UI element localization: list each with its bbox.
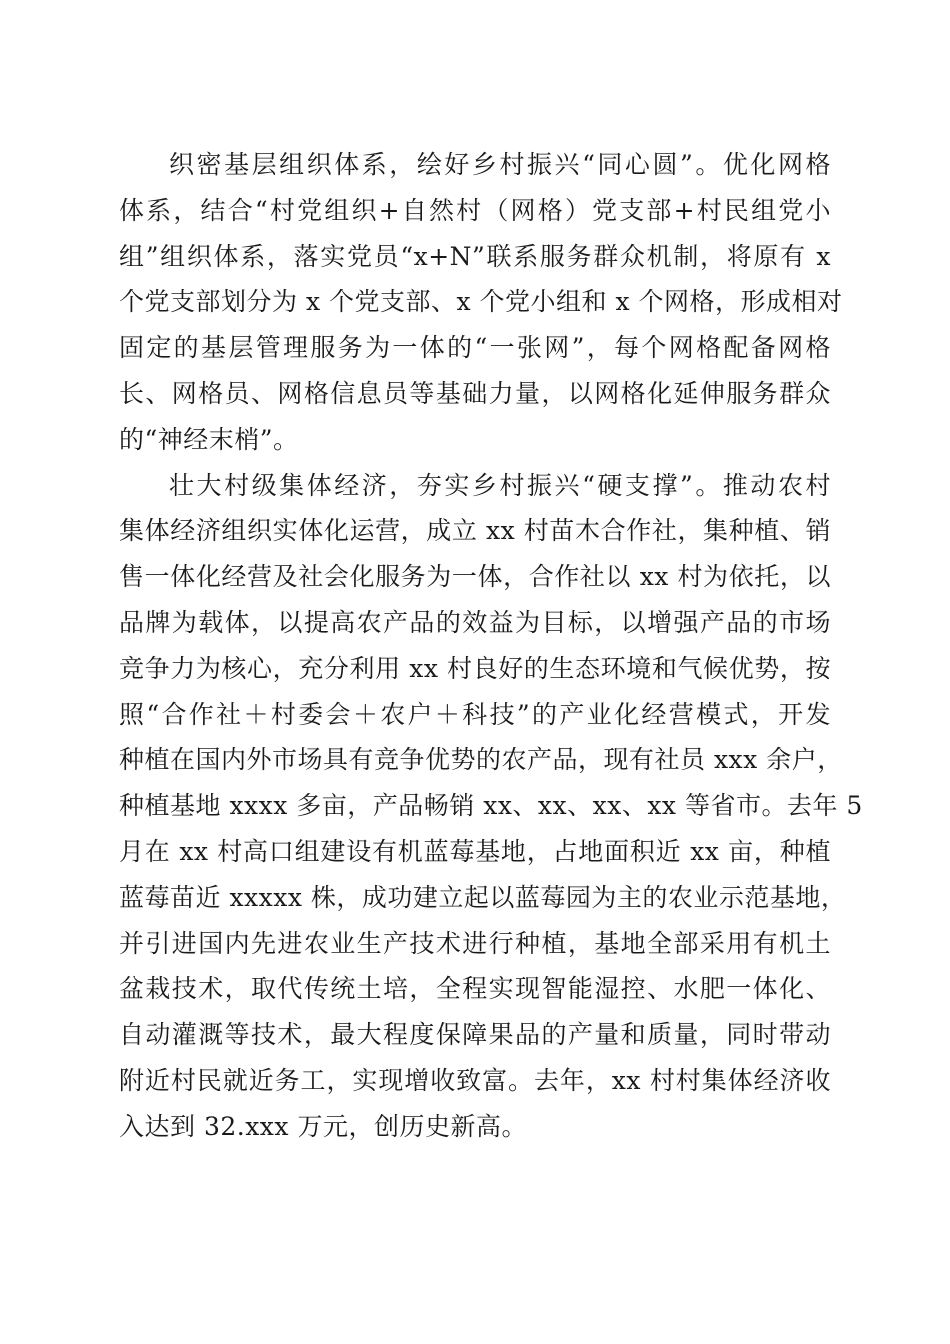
text-line: 种植在国内外市场具有竞争优势的农产品，现有社员 xxx 余户， — [119, 745, 843, 775]
text-line: 竞争力为核心，充分利用 xx 村良好的生态环境和气候优势，按 — [119, 653, 831, 683]
text-line: 壮大村级集体经济，夯实乡村振兴“硬支撑”。推动农村 — [169, 470, 831, 500]
text-line: 个党支部划分为 x 个党支部、x 个党小组和 x 个网格，形成相对 — [119, 287, 843, 317]
text-line: 长、网格员、网格信息员等基础力量，以网格化延伸服务群众 — [119, 378, 831, 408]
text-line: 盆栽技术，取代传统土培，全程实现智能湿控、水肥一体化、 — [119, 974, 831, 1004]
text-line: 固定的基层管理服务为一体的“一张网”，每个网格配备网格 — [119, 333, 831, 363]
text-line: 品牌为载体，以提高农产品的效益为目标，以增强产品的市场 — [119, 607, 831, 637]
text-line: 照“合作社＋村委会＋农户＋科技”的产业化经营模式，开发 — [119, 699, 831, 729]
paragraph-grid-system — [119, 142, 843, 463]
text-line: 织密基层组织体系，绘好乡村振兴“同心圆”。优化网格 — [169, 150, 831, 179]
text-line: 蓝莓苗近 xxxxx 株，成功建立起以蓝莓园为主的农业示范基地， — [119, 882, 847, 912]
text-line: 自动灌溉等技术，最大程度保障果品的产量和质量，同时带动 — [119, 1020, 831, 1050]
paragraph-collective-economy — [119, 463, 863, 1150]
text-line: 月在 xx 村高口组建设有机蓝莓基地，占地面积近 xx 亩，种植 — [119, 836, 831, 866]
text-line: 并引进国内先进农业生产技术进行种植，基地全部采用有机土 — [119, 928, 831, 958]
text-line: 的“神经末梢”。 — [119, 424, 299, 454]
text-line: 组”组织体系，落实党员“x+N”联系服务群众机制，将原有 x — [119, 241, 831, 271]
text-line: 体系，结合“村党组织+自然村（网格）党支部+村民组党小 — [119, 195, 831, 225]
text-line: 种植基地 xxxx 多亩，产品畅销 xx、xx、xx、xx 等省市。去年 5 — [119, 791, 863, 821]
text-line: 集体经济组织实体化运营，成立 xx 村苗木合作社，集种植、销 — [119, 516, 831, 546]
text-line: 附近村民就近务工，实现增收致富。去年，xx 村村集体经济收 — [119, 1065, 831, 1095]
document-body — [119, 142, 863, 1150]
text-line: 入达到 32.xxx 万元，创历史新高。 — [119, 1111, 527, 1141]
text-line: 售一体化经营及社会化服务为一体，合作社以 xx 村为依托，以 — [119, 562, 831, 592]
